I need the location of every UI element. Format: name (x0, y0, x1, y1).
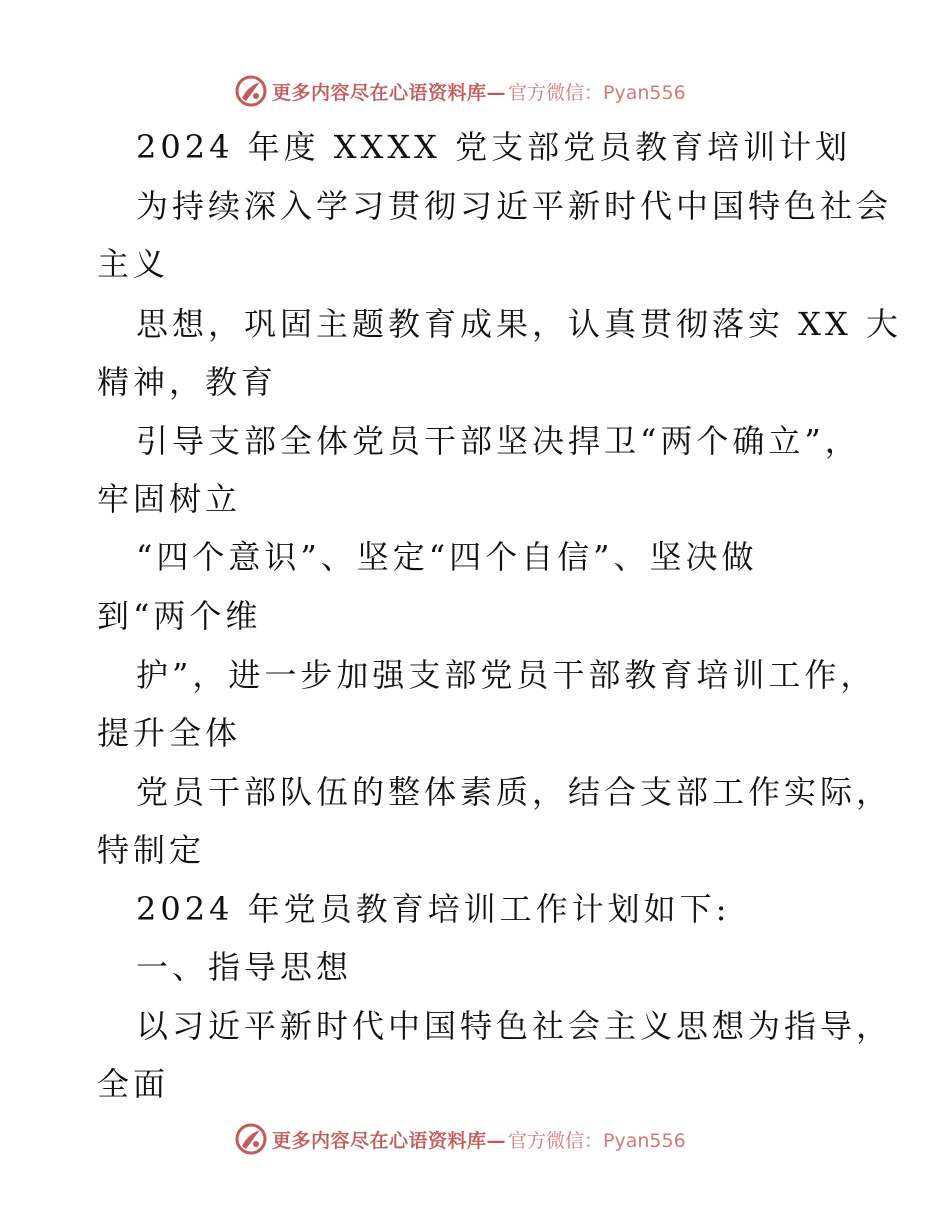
text-line: 党员干部队伍的整体素质，结合支部工作实际， (136, 773, 893, 811)
brush-logo-icon (234, 1122, 268, 1156)
watermark-text: 更多内容尽在心语资料库— (272, 81, 507, 104)
text-line: 特制定 (97, 831, 206, 869)
text-line: 精神，教育 (97, 363, 278, 401)
text-line: 2024 年度 XXXX 党支部党员教育培训计划 (136, 128, 852, 166)
text-line: 全面 (97, 1065, 170, 1103)
text-line: 为持续深入学习贯彻习近平新时代中国特色社会 (136, 187, 893, 225)
watermark-wechat: 官方微信：Pyan556 (508, 81, 686, 104)
text-line: 提升全体 (97, 714, 242, 752)
footer-watermark (234, 1119, 686, 1159)
text-line: 以习近平新时代中国特色社会主义思想为指导， (136, 1007, 893, 1045)
text-line: 牢固树立 (97, 480, 242, 518)
section-heading: 一、指导思想 (136, 948, 353, 986)
header-watermark (234, 71, 686, 111)
text-line: 2024 年党员教育培训工作计划如下: (136, 890, 731, 928)
text-line: 思想，巩固主题教育成果，认真贯彻落实 XX 大 (136, 305, 902, 343)
text-line: 护”，进一步加强支部党员干部教育培训工作， (136, 656, 877, 694)
brush-logo-icon (234, 74, 268, 108)
watermark-text: 更多内容尽在心语资料库— (272, 1129, 507, 1152)
text-line: “四个意识”、坚定“四个自信”、坚决做 (136, 538, 758, 576)
watermark-wechat: 官方微信：Pyan556 (508, 1129, 686, 1152)
text-line: 引导支部全体党员干部坚决捍卫“两个确立”， (136, 422, 861, 460)
text-line: 主义 (97, 245, 170, 283)
text-line: 到“两个维 (97, 597, 262, 635)
